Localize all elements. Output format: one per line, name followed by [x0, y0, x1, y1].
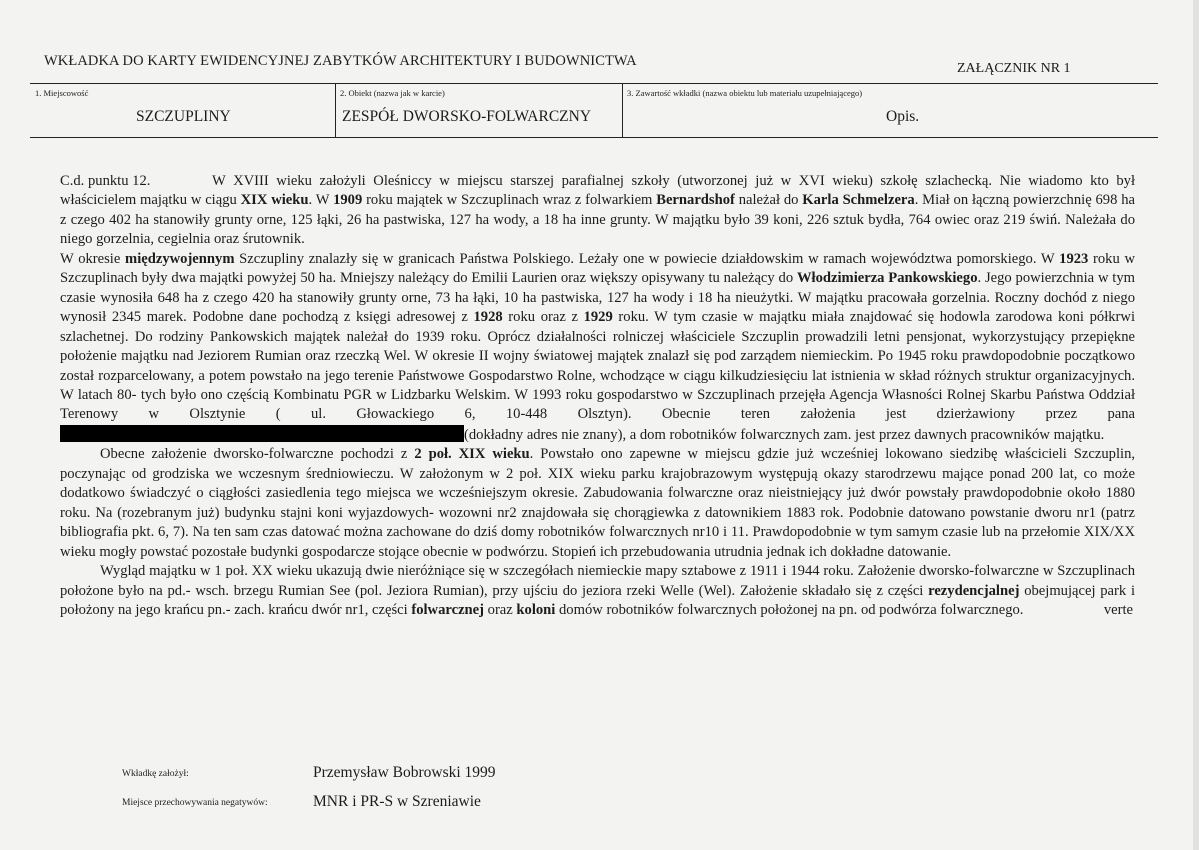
verte-note: verte	[1103, 601, 1133, 618]
author-value: Przemysław Bobrowski 1999	[313, 764, 496, 781]
paragraph-1: C.d. punktu 12. W XVIII wieku założyli Oleśniccy w miejscu starszej parafialnej szkoły (utworzonej już w XVI wieku) szkołę szlachecką. Nie wiadomo kto był właścicielem majątku w ciągu XIX wieku. W 1909 roku majątek w Szczuplinach wraz z folwarkiem Bernardshof należał do Karla Schmelzera. Miał on łączną powierzchnię 698 ha z czego 402 ha stanowiły grunty orne, 125 łąki, 26 ha pastwiska, 127 ha wody, a 18 ha inne grunty. W majątku było 39 koni, 226 sztuk bydła, 764 owiec oraz 219 świń. Należała do niego gorzelnia, cegielnia oraz śrutownik.	[60, 173, 1135, 248]
object-label: 2. Obiekt (nazwa jak w karcie)	[340, 88, 445, 98]
content-label: 3. Zawartość wkładki (nazwa obiektu lub materiału uzupełniającego)	[627, 88, 863, 98]
paragraph-2: W okresie międzywojennym Szczupliny znalazły się w granicach Państwa Polskiego. Leżały one w powiecie działdowskim w ramach województwa pomorskiego. W 1923 roku w Szczuplinach były dwa majątki powyżej 50 ha. Mniejszy należący do Emilii Laurien oraz większy opisywany tu należący do Włodzimierza Pankowskiego. Jego powierzchnia w tym czasie wynosiła 648 ha z czego 420 ha stanowiły grunty orne, 73 ha łąki, 10 ha pastwiska, 127 ha wody i 18 ha nieużytki. W majątku pracowała gorzelnia. Roczny dochód z niego wynosił 2345 marek. Podobne dane pochodzą z księgi adresowej z 1928 roku oraz z 1929 roku. W tym czasie w majątku miała znajdować się hodowla zarodowa koni półkrwi szlachetnej. Do rodziny Pankowskich majątek należał do 1939 roku. Oprócz działalności rolniczej właściciele Szczuplin prowadzili letni pensjonat, wykorzystujący przepiękne położenie majątku nad Jeziorem Rumian oraz rzeczką Wel. W okresie II wojny światowej majątek znalazł się pod zarządem niemieckim. Po 1945 roku prawdopodobnie początkowo został rozparcelowany, a potem powstało na jego terenie Państwowe Gospodarstwo Rolne, wchodzące w ciągu kilkudziesięciu lat istnienia w skład różnych struktur organizacyjnych. W latach 80- tych było ono częścią Kombinatu PGR w Lidzbarku Welskim. W 1993 roku gospodarstwo w Szczuplinach przejęła Agencja Własności Rolnej Skarbu Państwa Oddział Terenowy w Olsztynie ( ul. Głowackiego 6, 10-448 Olsztyn). Obecnie teren założenia jest dzierżawiony przez pana(dokładny adres nie znany), a dom robotników folwarcznych zam. jest przez dawnych pracowników majątku.	[60, 250, 1136, 443]
paragraph-4: Wygląd majątku w 1 poł. XX wieku ukazują dwie nieróżniące się w szczegółach niemieckie mapy sztabowe z 1911 i 1944 roku. Założenie dworsko-folwarczne w Szczuplinach położone było na pd.- wsch. brzegu Rumian See (pol. Jeziora Rumian), przy ujściu do jeziora rzeki Welle (Wel). Założenie składało się z części rezydencjalnej obejmującej park i położony na jego krańcu pn.- zach. krańcu dwór nr1, części folwarcznej oraz koloni domów robotników folwarcznych położonej na pn. od podwórza folwarcznego. verte	[60, 562, 1135, 620]
header-rule-top	[30, 83, 1158, 84]
scan-edge	[1193, 0, 1199, 850]
document-title: WKŁADKA DO KARTY EWIDENCYJNEJ ZABYTKÓW ARCHITEKTURY I BUDOWNICTWA	[44, 53, 637, 69]
place-value: SZCZUPLINY	[136, 108, 231, 125]
cell-separator-2	[622, 84, 623, 138]
attachment-number: ZAŁĄCZNIK NR 1	[957, 61, 1071, 76]
paragraph-lead: C.d. punktu 12.	[60, 173, 151, 189]
content-value: Opis.	[886, 108, 920, 125]
paragraph-3: Obecne założenie dworsko-folwarczne pochodzi z 2 poł. XIX wieku. Powstało ono zapewne w miejscu gdzie już wcześniej lokowano siedzibę właścicieli Szczuplin, poczynając od grodziska we wczesnym średniowieczu. W założonym w 2 poł. XIX wieku parku krajobrazowym występują okazy starodrzewu mające ponad 200 lat, co może dodatkowo świadczyć o ciągłości zasiedlenia tego miejsca we wcześniejszym okresie. Zabudowania folwarczne oraz nieistniejący już dwór powstały prawdopodobnie około 1880 roku. Na (rozebranym już) budynku stajni koni wyjazdowych- wozowni nr2 znajdowała się chorągiewka z datownikiem 1883 rok. Podobnie datowano powstanie dworu nr1 (patrz bibliografia pkt. 6, 7). Na ten sam czas datować można zachowane do dziś domy robotników folwarcznych nr10 i 11. Prawdopodobnie w tym samym czasie lub na przełomie XIX/XX wieku mogły powstać pozostałe budynki gospodarcze stojące obecnie w podwórzu. Stopień ich przebudowania utrudnia jednak ich dokładne datowanie.	[60, 446, 1136, 560]
header-rule-bottom	[30, 137, 1158, 138]
storage-label: Miejsce przechowywania negatywów:	[122, 798, 268, 808]
place-label: 1. Miejscowość	[35, 88, 89, 98]
object-value: ZESPÓŁ DWORSKO-FOLWARCZNY	[342, 108, 592, 125]
storage-value: MNR i PR-S w Szreniawie	[313, 793, 481, 810]
redaction-bar	[60, 425, 464, 442]
author-label: Wkładkę założył:	[122, 769, 189, 779]
description-body	[60, 172, 1135, 620]
cell-separator-1	[335, 84, 336, 138]
